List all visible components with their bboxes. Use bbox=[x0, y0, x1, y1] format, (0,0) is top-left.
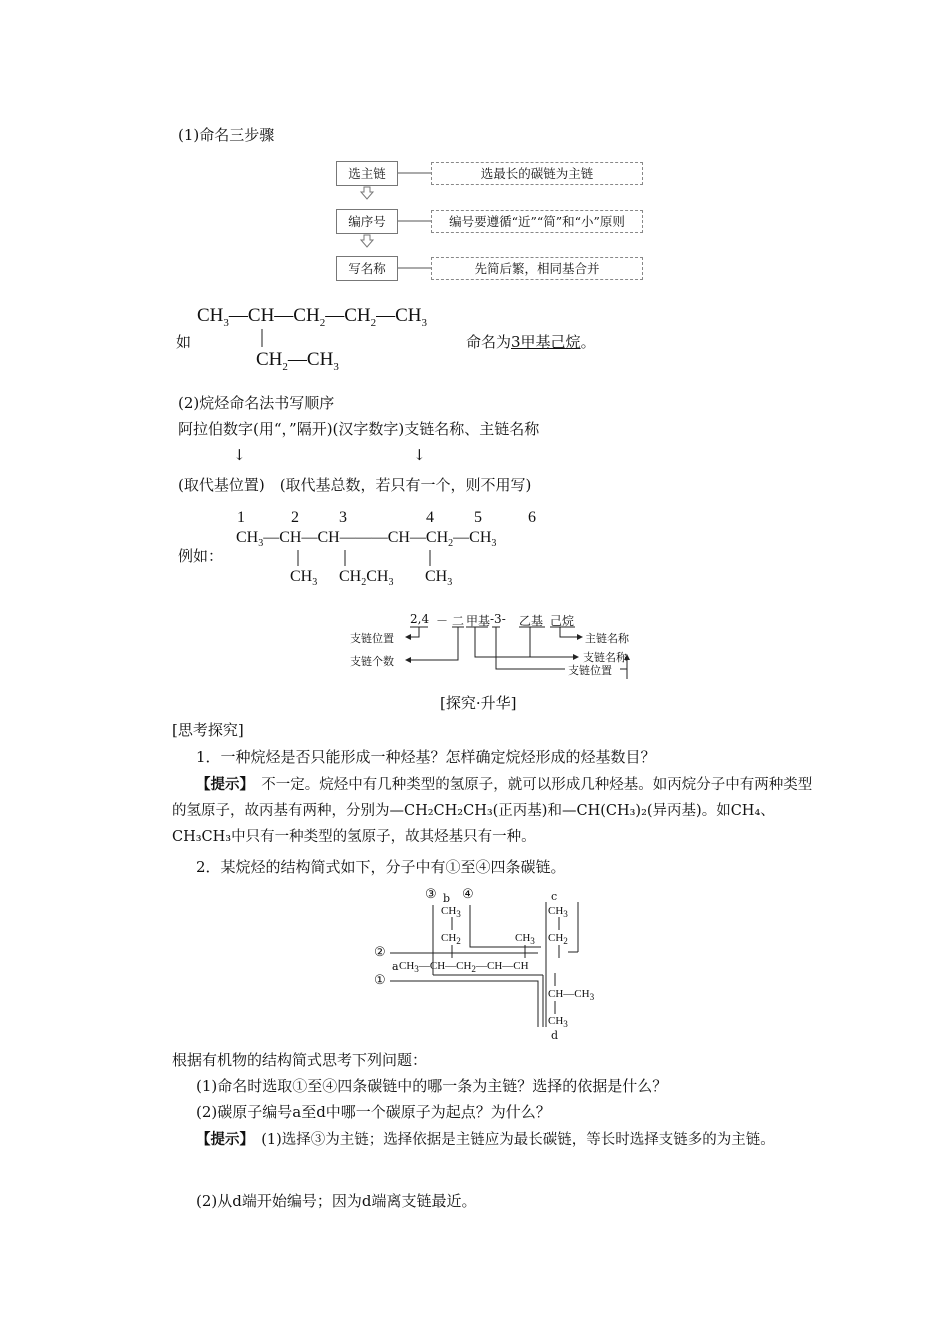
formula-main-chain: $CH_3—CH—CH_2—CH_2—CH_3$ bbox=[197, 305, 428, 329]
end-letter-c: c bbox=[551, 890, 558, 903]
part-dash: － bbox=[436, 614, 449, 628]
chain-mark-4: ④ bbox=[462, 887, 474, 902]
section2-heading: (2)烷烃命名法书写顺序 bbox=[178, 394, 335, 412]
example-result: 命名为3甲基己烷。 bbox=[466, 333, 596, 351]
q1-question: 1．一种烷烃是否只能形成一种烃基？怎样确定烷烃形成的烃基数目？ bbox=[196, 748, 656, 766]
formula2-main-chain: $CH_3—CH—CH———CH—CH_2—CH_3$ bbox=[236, 529, 497, 550]
carbon-number-3: 3 bbox=[339, 509, 347, 526]
part-pos2: -3- bbox=[490, 612, 506, 626]
q2-hint-text-1: (1)选择③为主链；选择依据是主链应为最长碳链，等长时选择支链多的为主链。 bbox=[246, 1132, 775, 1148]
label-branch-pos-bottom: 支链位置 bbox=[568, 664, 612, 677]
group-c-ch2: $CH_2$ bbox=[548, 932, 568, 947]
step-desc-3: 先简后繁，相同基合并 bbox=[431, 257, 643, 280]
group-c-ch3: $CH_3$ bbox=[548, 905, 568, 920]
step-select-main-chain: 选主链 bbox=[336, 161, 398, 186]
group-b-ch3: $CH_3$ bbox=[441, 905, 461, 920]
q1-hint-label: 【提示】 bbox=[196, 776, 247, 793]
step-number: 编序号 bbox=[336, 209, 398, 234]
branch-ethyl-3: $CH_2CH_3$ bbox=[339, 568, 394, 589]
carbon-number-2: 2 bbox=[291, 509, 299, 526]
q2-hint-label: 【提示】 bbox=[196, 1131, 247, 1148]
example-prefix: 如 bbox=[176, 333, 192, 351]
carbon-number-6: 6 bbox=[528, 509, 536, 526]
end-letter-d: d bbox=[551, 1029, 559, 1042]
q2-hint-2: (2)从d端开始编号；因为d端离支链最近。 bbox=[196, 1192, 477, 1210]
group-ch2-upper: $CH_2$ bbox=[441, 932, 461, 947]
arrow-down-1: ↓ bbox=[233, 446, 246, 464]
part-base2: 乙基 bbox=[519, 614, 544, 628]
step-desc-1: 选最长的碳链为主链 bbox=[431, 162, 643, 185]
group-d-ch3: $CH_3$ bbox=[548, 1015, 568, 1030]
branch-methyl-4: $CH_3$ bbox=[425, 568, 453, 589]
think-title: [思考探究] bbox=[172, 721, 244, 739]
label-branch-name: 支链名称 bbox=[583, 651, 627, 664]
chain-mark-1: ① bbox=[374, 973, 386, 988]
chain-mark-3: ③ bbox=[425, 887, 437, 902]
q2-hint bbox=[172, 1127, 822, 1153]
q2-question: 2．某烷烃的结构简式如下，分子中有①至④四条碳链。 bbox=[196, 858, 566, 876]
arrow-down-2: ↓ bbox=[413, 446, 426, 464]
branch-methyl-2: $CH_3$ bbox=[290, 568, 318, 589]
carbon-number-5: 5 bbox=[474, 509, 482, 526]
label-branch-pos-left: 支链位置 bbox=[350, 632, 394, 645]
example-label: 例如： bbox=[178, 547, 224, 565]
group-mid-ch3: $CH_3$ bbox=[515, 932, 535, 947]
explore-title: [探究·升华] bbox=[440, 694, 517, 712]
end-letter-b: b bbox=[443, 892, 451, 905]
step-desc-2: 编号要遵循“近”“简”和“小”原则 bbox=[431, 210, 643, 233]
part-base1: 甲基 bbox=[466, 614, 491, 628]
part-main: 己烷 bbox=[550, 614, 575, 628]
carbon-number-1: 1 bbox=[237, 509, 245, 526]
order-under-line: (取代基位置) (取代基总数，若只有一个，则不用写) bbox=[178, 476, 532, 494]
label-branch-count: 支链个数 bbox=[350, 655, 394, 668]
example-name: 3甲基己烷 bbox=[511, 333, 581, 351]
end-letter-a: a bbox=[392, 960, 399, 973]
q2-intro: 根据有机物的结构简式思考下列问题： bbox=[172, 1051, 428, 1069]
q2-sub1: (1)命名时选取①至④四条碳链中的哪一条为主链？选择的依据是什么？ bbox=[196, 1077, 668, 1095]
section1-heading: (1)命名三步骤 bbox=[178, 126, 275, 144]
formula-branch: $CH_2—CH_3$ bbox=[256, 349, 339, 373]
q2-sub2: (2)碳原子编号a至d中哪一个碳原子为起点？为什么？ bbox=[196, 1103, 551, 1121]
order-line: 阿拉伯数字(用“，”隔开)(汉字数字)支链名称、主链名称 bbox=[178, 420, 540, 438]
main-row: $CH_3—CH—CH_2—CH—CH$ bbox=[399, 960, 529, 975]
carbon-number-4: 4 bbox=[426, 509, 434, 526]
group-isopropyl: $CH—CH_3$ bbox=[548, 988, 595, 1003]
part-count: 二 bbox=[452, 614, 465, 628]
label-main-name: 主链名称 bbox=[585, 632, 629, 645]
part-pos1: 2,4 bbox=[410, 612, 430, 626]
q1-hint-text: 不一定。烷烃中有几种类型的氢原子，就可以形成几种烃基。如丙烷分子中有两种类型的氢原子，故丙基有两种，分别为—CH₂CH₂CH₃(正丙基)和—CH(CH₃)₂(异丙基)。如CH₄、CH₃CH₃中只有一种类型的氢原子，故其烃基只有一种。 bbox=[172, 777, 813, 845]
chain-mark-2: ② bbox=[374, 945, 386, 960]
step-write-name: 写名称 bbox=[336, 256, 398, 281]
